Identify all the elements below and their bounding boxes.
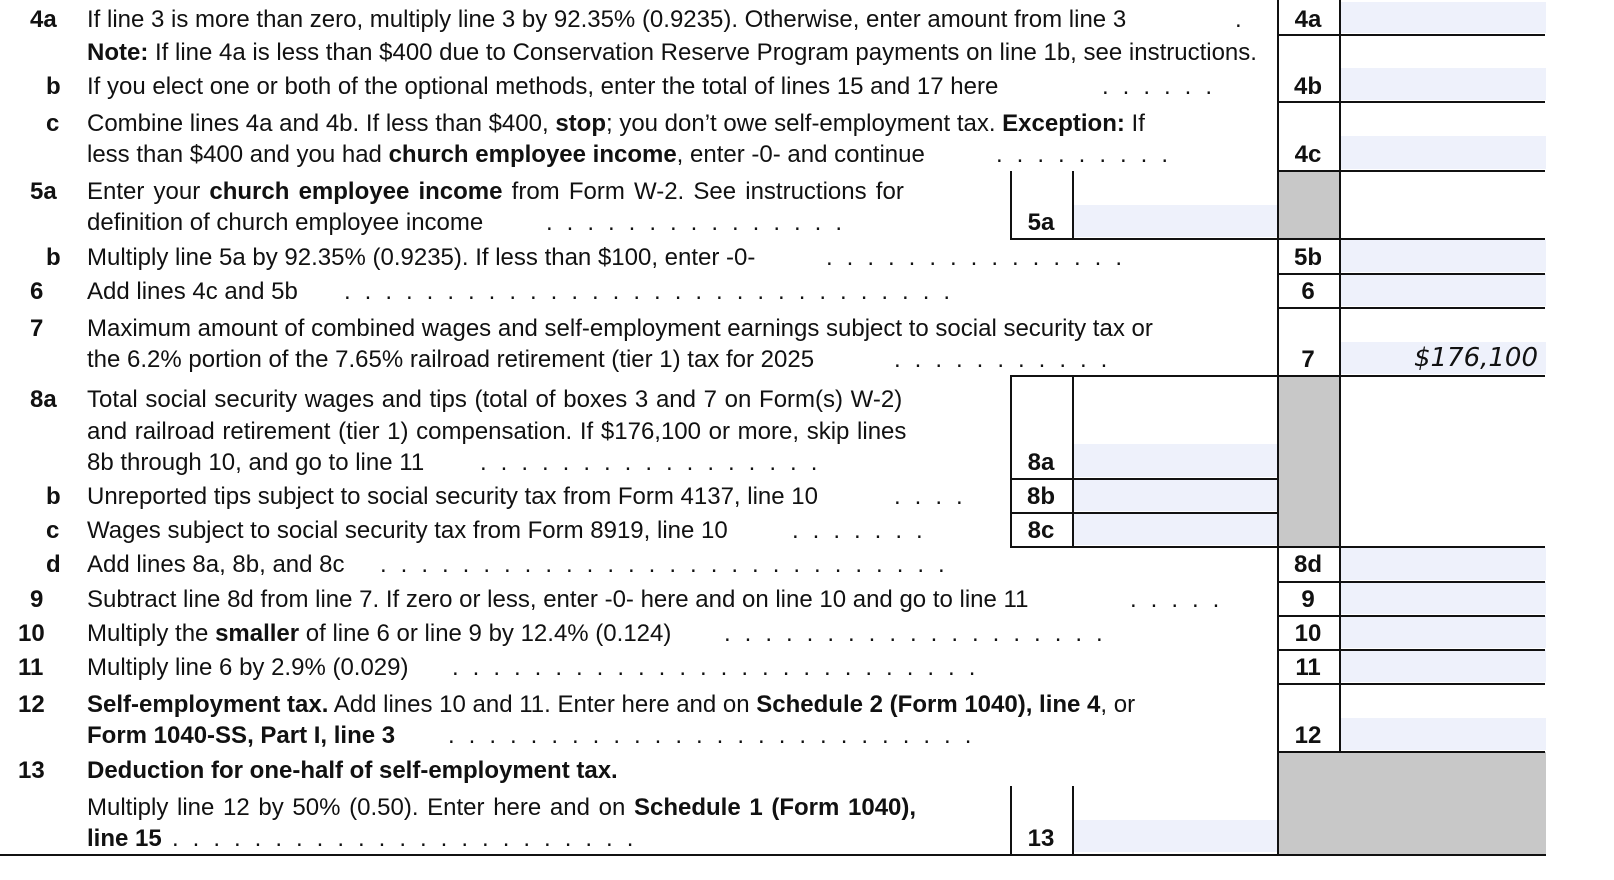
line-number: b [46, 244, 61, 271]
leader-dots: .............................. [344, 278, 965, 305]
line-7-amount: $176,100 [1413, 343, 1538, 373]
box-label: 9 [1301, 586, 1315, 613]
box-label: 8c [1027, 517, 1055, 544]
field-4c[interactable] [1340, 136, 1546, 169]
field-11[interactable] [1340, 650, 1546, 682]
leader-dots: ............... [826, 244, 1137, 271]
leader-dots: ................... [724, 620, 1117, 647]
line-number: 11 [18, 654, 44, 681]
line-text: Combine lines 4a and 4b. If less than $400, stop; you don’t owe self-employment tax. Exception: If [87, 110, 1145, 137]
divider [1072, 375, 1074, 547]
line-text: Enter your church employee income from Form W-2. See instructions for [87, 178, 904, 205]
box-label: 4a [1294, 6, 1322, 33]
field-4a[interactable] [1340, 2, 1546, 33]
line-text: Multiply the smaller of line 6 or line 9 by 12.4% (0.124) [87, 620, 672, 647]
leader-dots: . [1235, 6, 1256, 33]
box-label: 12 [1294, 722, 1322, 749]
line-text: Form 1040-SS, Part I, line 3 [87, 722, 396, 749]
shaded-area-5a [1278, 171, 1340, 238]
shaded-area-8 [1278, 375, 1340, 547]
field-8b[interactable] [1073, 479, 1277, 511]
line-number: 12 [18, 691, 45, 718]
divider [1277, 615, 1545, 617]
field-9[interactable] [1340, 582, 1546, 614]
note-text: Note: If line 4a is less than $400 due to Conservation Reserve Program payments on line 1b, see instructions. [87, 39, 1257, 66]
divider [1010, 478, 1278, 480]
field-5a[interactable] [1073, 205, 1277, 237]
line-text: Wages subject to social security tax from Form 8919, line 10 [87, 517, 728, 544]
line-text: If you elect one or both of the optional methods, enter the total of lines 15 and 17 here [87, 73, 999, 100]
divider [1277, 307, 1545, 309]
line-number: 7 [30, 315, 44, 342]
line-text: definition of church employee income [87, 209, 484, 236]
field-8d[interactable] [1340, 548, 1546, 580]
line-number: 8a [30, 386, 57, 413]
leader-dots: ......... [996, 141, 1183, 168]
line-text: If line 3 is more than zero, multiply line 3 by 92.35% (0.9235). Otherwise, enter amount from line 3 [87, 6, 1127, 33]
box-label: 5a [1027, 209, 1055, 236]
line-text: the 6.2% portion of the 7.65% railroad retirement (tier 1) tax for 2025 [87, 346, 815, 373]
leader-dots: ....... [792, 517, 937, 544]
shaded-area-13 [1278, 752, 1546, 854]
divider [1277, 649, 1545, 651]
line-number: b [46, 483, 61, 510]
line-text: Add lines 8a, 8b, and 8c [87, 551, 345, 578]
line-text: Deduction for one-half of self-employment tax. [87, 757, 618, 784]
leader-dots: .......................... [448, 722, 986, 749]
line-number: 4a [30, 6, 57, 33]
leader-dots: .......................... [452, 654, 990, 681]
line-number: 6 [30, 278, 44, 305]
line-number: 13 [18, 757, 45, 784]
line-number: 5a [30, 178, 57, 205]
divider [1277, 273, 1545, 275]
box-label: 11 [1295, 654, 1321, 681]
field-13[interactable] [1073, 820, 1277, 852]
line-number: 9 [30, 586, 44, 613]
line-number: b [46, 73, 61, 100]
line-text: Subtract line 8d from line 7. If zero or less, enter -0- here and on line 10 and go to line 11 [87, 586, 1029, 613]
box-label: 8b [1026, 483, 1055, 510]
line-text: Maximum amount of combined wages and self-employment earnings subject to social security tax or [87, 315, 1153, 342]
field-8c[interactable] [1073, 513, 1277, 545]
bottom-rule [0, 854, 1546, 856]
leader-dots: ....................... [172, 825, 648, 852]
box-label: 8d [1293, 551, 1322, 578]
line-text: Total social security wages and tips (total of boxes 3 and 7 on Form(s) W-2) [87, 386, 903, 413]
divider [1072, 171, 1074, 238]
line-text: Multiply line 5a by 92.35% (0.9235). If less than $100, enter -0- [87, 244, 756, 271]
line-number: c [46, 517, 60, 544]
line-text: less than $400 and you had church employee income, enter -0- and continue [87, 141, 925, 168]
line-number: 10 [18, 620, 45, 647]
leader-dots: .... [894, 483, 977, 510]
field-4b[interactable] [1340, 68, 1546, 100]
leader-dots: ................. [480, 449, 832, 476]
box-label: 8a [1027, 449, 1055, 476]
leader-dots: ............... [546, 209, 857, 236]
box-label: 10 [1294, 620, 1322, 647]
box-label: 4b [1293, 73, 1322, 100]
line-number: c [46, 110, 60, 137]
divider [1010, 238, 1545, 240]
line-number: d [46, 551, 61, 578]
field-12[interactable] [1340, 718, 1546, 750]
box-label: 6 [1301, 278, 1315, 305]
line-text: Unreported tips subject to social security tax from Form 4137, line 10 [87, 483, 818, 510]
box-label: 7 [1301, 346, 1315, 373]
leader-dots: ..... [1130, 586, 1234, 613]
note-label: Note: [87, 39, 149, 66]
divider [1010, 546, 1545, 548]
leader-dots: ...... [1102, 73, 1227, 100]
line-text: 8b through 10, and go to line 11 [87, 449, 425, 476]
field-6[interactable] [1340, 274, 1546, 306]
field-8a[interactable] [1073, 444, 1277, 477]
field-5b[interactable] [1340, 240, 1546, 272]
divider [1277, 34, 1545, 36]
line-text: Add lines 4c and 5b [87, 278, 298, 305]
field-10[interactable] [1340, 616, 1546, 648]
box-label: 13 [1027, 825, 1055, 852]
line-text: Multiply line 12 by 50% (0.50). Enter here and on Schedule 1 (Form 1040), [87, 794, 917, 821]
divider [1277, 101, 1545, 103]
divider [1277, 170, 1545, 172]
box-label: 4c [1294, 141, 1322, 168]
box-label: 5b [1293, 244, 1322, 271]
line-text: line 15 [87, 825, 162, 852]
divider [1010, 512, 1278, 514]
leader-dots: ............................ [380, 551, 959, 578]
line-text: Self-employment tax. Add lines 10 and 11. Enter here and on Schedule 2 (Form 1040), line 4, or [87, 691, 1136, 718]
divider [1072, 786, 1074, 855]
line-text: and railroad retirement (tier 1) compensation. If $176,100 or more, skip lines [87, 418, 907, 445]
line-text: Multiply line 6 by 2.9% (0.029) [87, 654, 409, 681]
divider [1277, 581, 1545, 583]
divider [1277, 683, 1545, 685]
leader-dots: ........... [894, 346, 1122, 373]
divider [1010, 375, 1545, 377]
divider [1277, 751, 1545, 753]
